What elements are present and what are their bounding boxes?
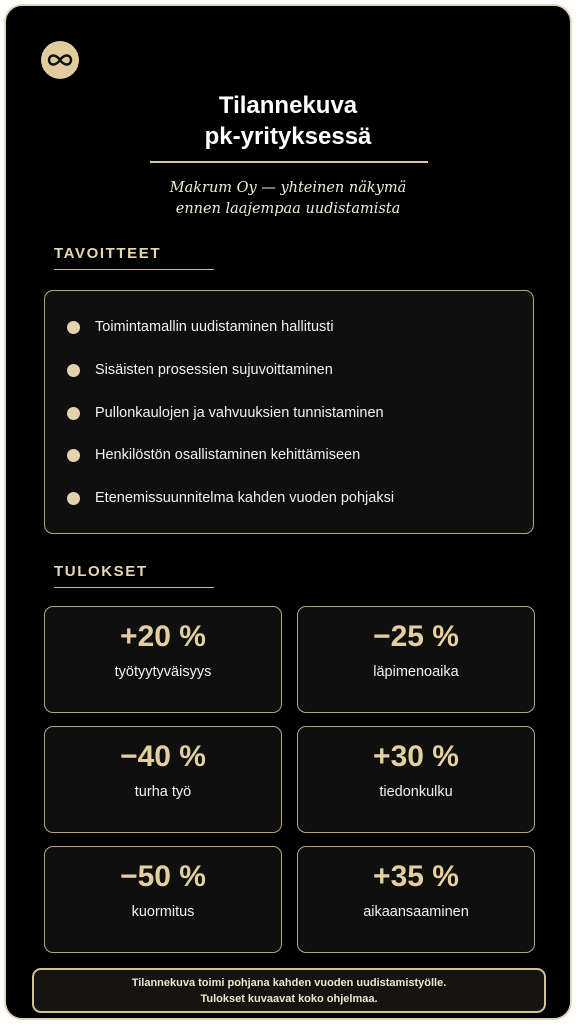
infographic-frame xyxy=(4,4,572,1020)
goal-text: Etenemissuunnitelma kahden vuoden pohjaksi xyxy=(95,490,395,506)
goal-text: Pullonkaulojen ja vahvuuksien tunnistaminen xyxy=(95,405,384,421)
infinity-icon xyxy=(47,53,73,67)
title-line-1: Tilannekuva xyxy=(218,92,358,119)
footer-line-1: Tilannekuva toimi pohjana kahden vuoden uudistamistyölle. xyxy=(131,977,447,989)
metric-card xyxy=(297,726,535,833)
metric-label: läpimenoaika xyxy=(373,664,459,680)
goal-item xyxy=(67,317,334,337)
title-line-2: pk-yrityksessä xyxy=(204,123,372,150)
footer-note xyxy=(32,968,546,1013)
results-heading: TULOKSET xyxy=(54,563,148,580)
goal-text: Toimintamallin uudistaminen hallitusti xyxy=(95,319,334,335)
footer-line-2: Tulokset kuvaavat koko ohjelmaa. xyxy=(200,993,378,1005)
bullet-dot xyxy=(67,407,80,420)
metric-label: kuormitus xyxy=(131,904,195,920)
metric-card xyxy=(44,726,282,833)
metric-card xyxy=(297,606,535,713)
metric-value: +35 % xyxy=(373,860,459,893)
metric-label: tiedonkulku xyxy=(379,784,453,800)
bullet-dot xyxy=(67,449,80,462)
goals-heading-underline xyxy=(54,269,214,270)
metric-card xyxy=(44,606,282,713)
metric-card xyxy=(44,846,282,953)
metric-label: aikaansaaminen xyxy=(363,904,469,920)
metric-value: −50 % xyxy=(120,860,206,893)
goal-item xyxy=(67,488,394,508)
metric-value: +20 % xyxy=(120,620,206,653)
goal-item xyxy=(67,445,360,465)
page-title xyxy=(6,90,570,152)
logo-badge xyxy=(41,41,79,79)
page-subtitle xyxy=(6,178,570,220)
metric-value: −25 % xyxy=(373,620,459,653)
title-divider xyxy=(150,161,428,163)
goals-heading: TAVOITTEET xyxy=(54,245,162,262)
metric-label: turha työ xyxy=(134,784,192,800)
subtitle-line-1: Makrum Oy — yhteinen näkymä xyxy=(169,180,407,196)
goal-text: Sisäisten prosessien sujuvoittaminen xyxy=(95,362,333,378)
goal-item xyxy=(67,403,384,423)
metric-value: −40 % xyxy=(120,740,206,773)
bullet-dot xyxy=(67,492,80,505)
metric-value: +30 % xyxy=(373,740,459,773)
goal-text: Henkilöstön osallistaminen kehittämiseen xyxy=(95,447,361,463)
bullet-dot xyxy=(67,364,80,377)
results-heading-underline xyxy=(54,587,214,588)
metric-card xyxy=(297,846,535,953)
bullet-dot xyxy=(67,321,80,334)
metric-label: työtyytyväisyys xyxy=(114,664,212,680)
subtitle-line-2: ennen laajempaa uudistamista xyxy=(175,201,401,217)
goal-item xyxy=(67,360,333,380)
goals-card xyxy=(44,290,534,534)
